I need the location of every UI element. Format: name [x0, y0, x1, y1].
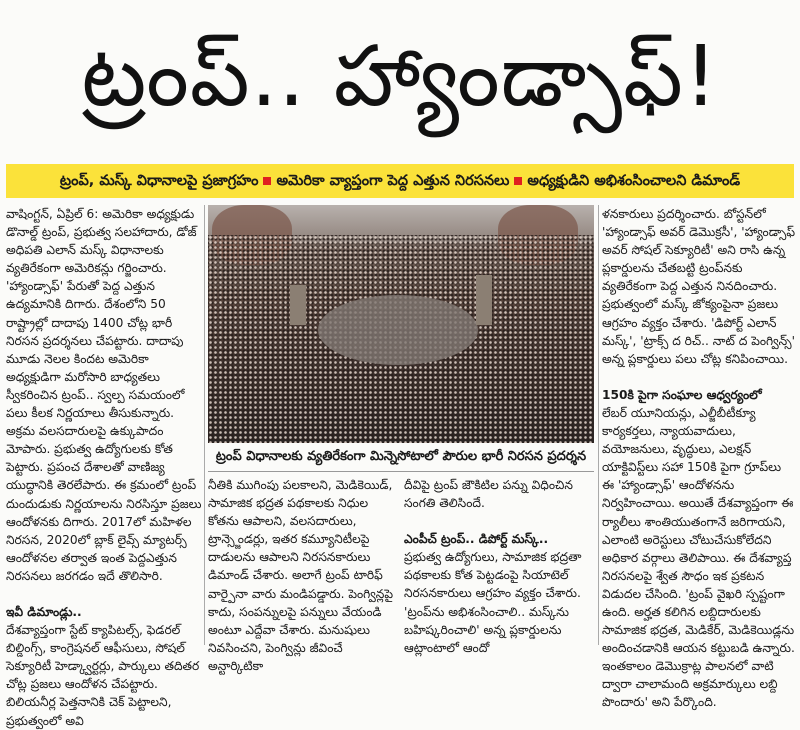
article-paragraph: దేశవ్యాప్తంగా స్టేట్ క్యాపిటల్స్, ఫెడరల్ బిల్డింగ్స్, కాంగ్రెషనల్ ఆఫీసులు, సోషల్ సెక్యూరిటీ హెడ్క్వార్టర్లు, పార్కులు తదితర చోట్ల ప్రజలు ఆందోళన చేపట్టారు. బిలియనీర్ల పెత్తనానికి చెక్ పెట్టాలని, ప్రభుత్వంలో అవి: [6, 623, 200, 728]
article-paragraph: దీవిపై ట్రంప్ జౌకిటిల పన్ను విధించిన సంగతి తెలిసిందే.: [404, 478, 573, 511]
photo-caption: ట్రంప్ విధానాలకు వ్యతిరేకంగా మిన్నెసోటాలో పౌరుల భారీ నిరసన ప్రదర్శన: [208, 443, 594, 472]
article-column-1: [6, 205, 202, 728]
article-paragraph: వాషింగ్టన్, ఏప్రిల్ 6: అమెరికా అధ్యక్షుడు డొనాల్డ్ ట్రంప్, ప్రభుత్వ సలహాదారు, డోజ్ అధిపతి ఎలాన్ మస్క్ విధానాలకు వ్యతిరేకంగా అమెరికన్లు గర్జించారు. 'హ్యాండ్సాఫ్' పేరుతో పెద్ద ఎత్తున ఉద్యమానికి దిగారు. దేశంలోని 50 రాష్ట్రాల్లో దాదాపు 1400 చోట్ల భారీ నిరసన ప్రదర్శనలు చేపట్టారు. దాదాపు మూడు నెలల కిందట అమెరికా అధ్యక్షుడిగా మరోసారి బాధ్యతలు స్వీకరించిన ట్రంప్.. స్వల్ప సమయంలో పలు కీలక నిర్ణయాలు తీసుకున్నారు. అక్రమ వలసదారులపై ఉక్కుపాదం మోపారు. ప్రభుత్వ ఉద్యోగులకు కోత పెట్టారు. ప్రపంచ దేశాలతో వాణిజ్య యుద్ధానికి తెరలేపారు. ఈ క్రమంలో ట్రంప్ దుందుడుకు నిర్ణయాలను నిరసిస్తూ ప్రజలు ఆందోళనకు దిగారు. 2017లో మహిళల నిరసన, 2020లో బ్లాక్ లైవ్స్ మ్యాటర్స్ ఆందోళనల తర్వాత ఇంత పెద్దఎత్తున నిరసనలు జరగడం ఇదే తొలిసారి.: [6, 207, 202, 583]
article-column-4: [602, 205, 796, 710]
subheading: ఎంపీచ్ ట్రంప్.. డిపోర్ట్ మస్క్..: [404, 532, 549, 547]
article-paragraph: ప్రభుత్వ ఉద్యోగులు, సామాజిక భద్రతా పథకాలకు కోత పెట్టడంపై సియాటెల్ నిరసనకారులు ఆగ్రహం వ్యక్తం చేశారు. 'ట్రంప్‌ను అభిశంసించాలి.. మస్క్‌ను బహిష్కరించాలి' అన్న ప్లకార్డులను ఆట్లాంటాలో ఆందో: [404, 550, 582, 655]
subheadline-banner: [6, 164, 794, 198]
banner-item: ట్రంప్, మస్క్ విధానాలపై ప్రజాగ్రహం: [59, 173, 259, 189]
article-paragraph: ళనకారులు ప్రదర్శించారు. బోస్టన్‌లో 'హ్యాండ్సాఫ్ అవర్ డెమొక్రసీ', 'హ్యాండ్సాఫ్ అవర్ సోషల్ సెక్యూరిటీ' అని రాసి ఉన్న ప్లకార్డులను చేతబట్టి ట్రంప్‌నకు వ్యతిరేకంగా పెద్ద ఎత్తున నినదించారు. ప్రభుత్వంలో మస్క్ జోక్యంపైనా ప్రజలు ఆగ్రహం వ్యక్తం చేశారు. 'డిపోర్ట్ ఎలాన్ మస్క్', 'ట్రాక్స్ ద రిచ్.. నాట్ ద పెంగ్విన్స్' అన్న ప్లకార్డులు పలు చోట్ల కనిపించాయి.: [602, 207, 795, 366]
protest-crowd-photo: [208, 205, 594, 443]
subheading: 150కి పైగా సంఘాల ఆధ్వర్యంలో: [602, 387, 762, 402]
subheading: ఇవీ డిమాండ్లు..: [6, 604, 82, 619]
banner-item: అమెరికా వ్యాప్తంగా పెద్ద ఎత్తున నిరసనలు: [276, 173, 510, 189]
column-divider: [598, 205, 599, 645]
bullet-square-icon: [514, 177, 522, 185]
article-paragraph: లేబర్ యూనియన్లు, ఎల్జీబీటీక్యూ కార్యకర్తలు, న్యాయవాదులు, వయోజనులు, వృద్ధులు, ఎలక్షన్ యాక్టివిస్ట్‌లు సహా 150కి పైగా గ్రూప్‌లు ఈ 'హ్యాండ్సాఫ్' ఆందోళనను నిర్వహించాయి. అయితే దేశవ్యాప్తంగా ఈ ర్యాలీలు శాంతియుతంగానే జరిగాయని, ఎలాంటి అరెస్టులు చోటుచేసుకోలేదని అధికార వర్గాలు తెలిపాయి. ఈ దేశవ్యాప్త నిరసనలపై శ్వేత సౌధం ఇక ప్రకటన విడుదల చేసింది. 'ట్రంప్ వైఖరి స్పష్టంగా ఉంది. అర్హత కలిగిన లబ్దిదారులకు సామాజిక భద్రత, మెడికేర్, మెడికెయిడ్లను అందించడానికి ఆయన కట్టుబడి ఉన్నారు. ఇంతకాలం డెమొక్రాట్ల పాలనలో వాటి ద్వారా చాలామంది అక్రమార్కులు లబ్ది పొందారు' అని పేర్కొంది.: [602, 405, 795, 710]
headline: ట్రంప్.. హ్యాండ్సాఫ్!: [81, 27, 719, 125]
bullet-square-icon: [263, 177, 271, 185]
column-divider: [204, 205, 205, 645]
article-column-3: [404, 476, 594, 655]
banner-item: అధ్యక్షుడిని అభిశంసించాలని డిమాండ్: [527, 173, 741, 189]
article-column-2: [208, 476, 400, 673]
article-paragraph: నీతికి ముగింపు పలకాలని, మెడికెయిడ్, సామాజిక భద్రత పథకాలకు నిధుల కోతను ఆపాలని, వలసదారులు, ట్రాన్స్జెండర్లు, ఇతర కమ్యూనిటీలపై దాడులను ఆపాలని నిరసనకారులు డిమాండ్ చేశారు. అలాగే ట్రంప్ టారిఫ్ వార్పైనా వారు మండిపడ్డారు. పెంగ్విన్లపై కాదు, సంపన్నులపై పన్నులు వేయండి అంటూ ఎద్దేవా చేశారు. మనుషులు నివసించని, పెంగ్విన్లు జీవించే అన్టార్కిటికా: [208, 478, 394, 673]
